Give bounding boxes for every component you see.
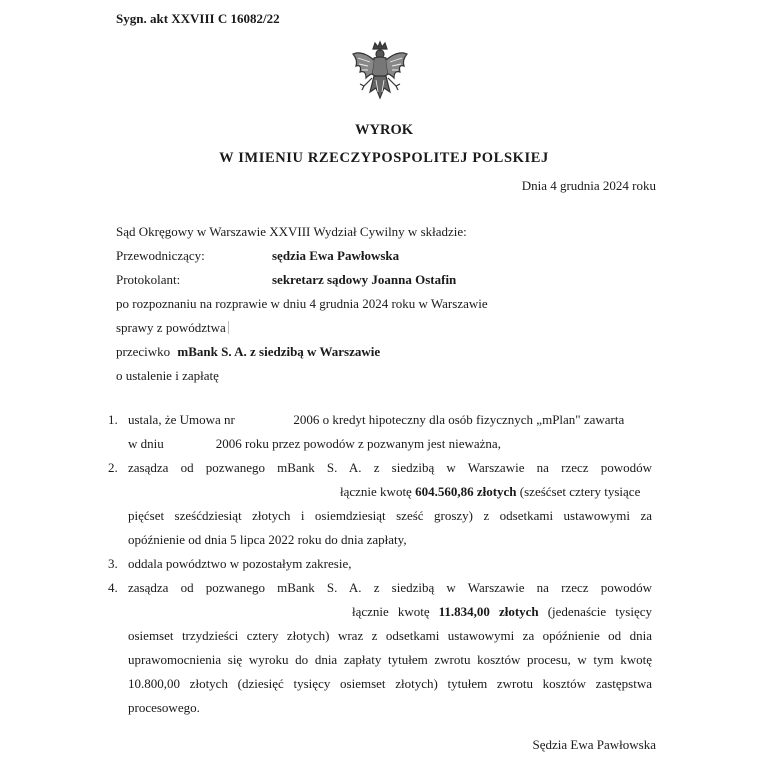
point-2-line-3: pięćset sześćdziesiąt złotych i osiemdziesiąt sześć groszy) z odsetkami ustawowymi za (128, 508, 652, 523)
point-2-number: 2. (108, 460, 118, 475)
point-2-amount-line (340, 484, 640, 500)
clerk-label: Protokolant: (116, 272, 181, 287)
point-2-amount-prefix: łącznie kwotę (340, 484, 412, 499)
point-1-line-1: ustala, że Umowa nr 2006 o kredyt hipoteczny dla osób fizycznych „mPlan" zawarta (128, 412, 625, 427)
point-4-amount-words: (jedenaście tysięcy (547, 604, 653, 619)
case-from-label (116, 320, 229, 336)
document-title: WYROK (355, 122, 413, 138)
case-number: Sygn. akt XXVIII C 16082/22 (116, 11, 280, 26)
point-4-amount-prefix: łącznie kwotę (352, 604, 430, 619)
point-4-line-6: procesowego. (128, 700, 200, 715)
document-subtitle: W IMIENIU RZECZYPOSPOLITEJ POLSKIEJ (219, 150, 549, 166)
point-4-line-3: osiemset trzydzieści cztery złotych) wraz z odsetkami ustawowymi za opóźnienie od dnia (128, 628, 652, 643)
point-4-amount-line (352, 604, 652, 620)
point-3-number: 3. (108, 556, 118, 571)
hearing-info: po rozpoznaniu na rozprawie w dniu 4 grudnia 2024 roku w Warszawie (116, 296, 488, 311)
defendant-name: mBank S. A. z siedzibą w Warszawie (177, 344, 381, 359)
point-3-line-1: oddala powództwo w pozostałym zakresie, (128, 556, 352, 571)
polish-eagle-emblem-icon (350, 40, 410, 106)
point-4-number: 4. (108, 580, 118, 595)
against-label: przeciwko (116, 344, 171, 359)
judge-signature: Sędzia Ewa Pawłowska (532, 737, 656, 752)
point-4-line-4: uprawomocnienia się wyroku do dnia zapłaty tytułem zwrotu kosztów procesu, w tym kwotę (128, 652, 652, 667)
judgment-date: Dnia 4 grudnia 2024 roku (521, 178, 656, 193)
point-1-number: 1. (108, 412, 118, 427)
court-composition: Sąd Okręgowy w Warszawie XXVIII Wydział Cywilny w składzie: (116, 224, 467, 239)
text-cursor (228, 321, 229, 334)
presiding-label: Przewodniczący: (116, 248, 205, 263)
presiding-judge: sędzia Ewa Pawłowska (272, 248, 400, 263)
case-from-text: sprawy z powództwa (116, 320, 226, 335)
point-2-line-4: opóźnienie od dnia 5 lipca 2022 roku do dnia zapłaty, (128, 532, 407, 547)
point-4-amount: 11.834,00 złotych (438, 604, 539, 619)
point-2-line-1: zasądza od pozwanego mBank S. A. z siedzibą w Warszawie na rzecz powodów (128, 460, 652, 475)
defendant-line (116, 344, 380, 360)
point-1-line-2: w dniu 2006 roku przez powodów z pozwanym jest nieważna, (128, 436, 501, 451)
point-2-amount-words: (sześćset cztery tysiące (519, 484, 641, 499)
point-4-line-5: 10.800,00 złotych (dziesięć tysięcy osiemset złotych) tytułem zwrotu kosztów zastępstwa (128, 676, 652, 691)
point-2-amount: 604.560,86 złotych (415, 484, 517, 499)
case-subject: o ustalenie i zapłatę (116, 368, 219, 383)
point-4-line-1: zasądza od pozwanego mBank S. A. z siedzibą w Warszawie na rzecz powodów (128, 580, 652, 595)
clerk-name: sekretarz sądowy Joanna Ostafin (272, 272, 457, 287)
